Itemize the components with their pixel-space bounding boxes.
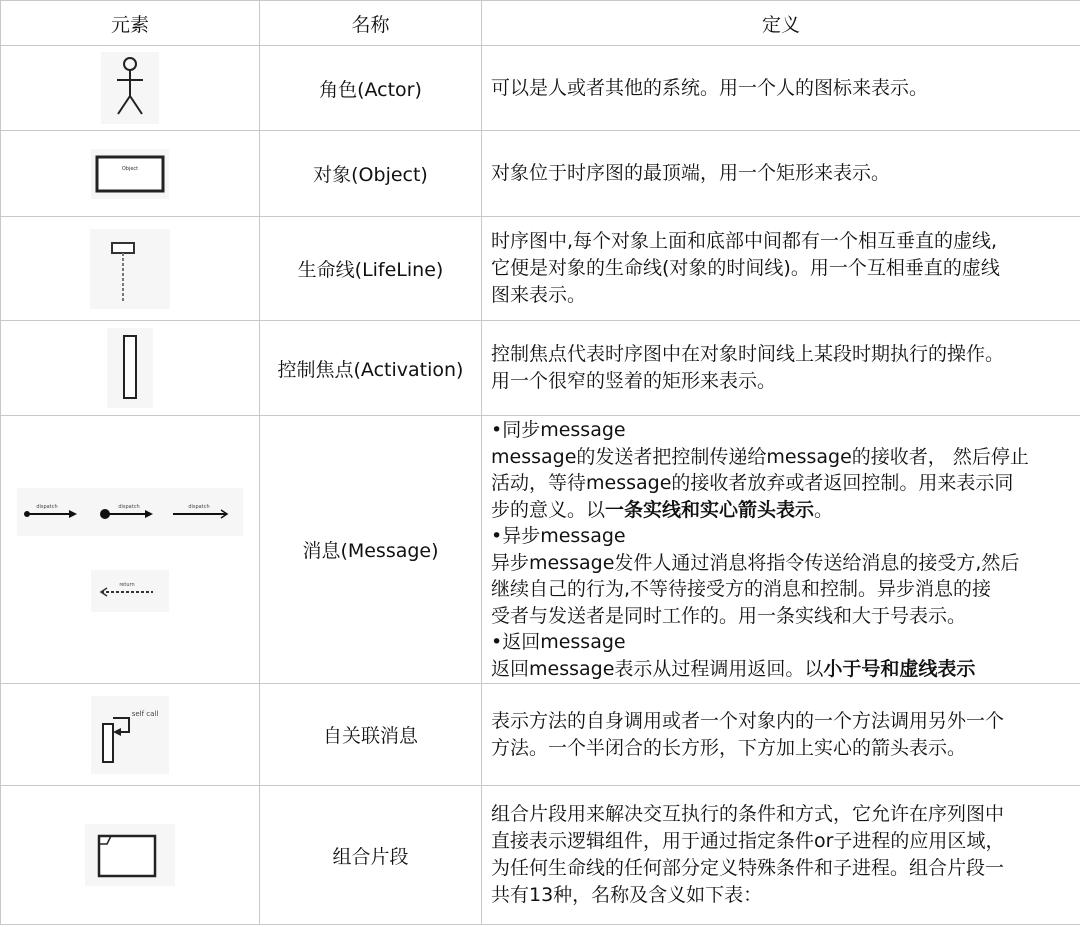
name-object: 对象(Object) bbox=[260, 131, 482, 217]
def-message: •同步message message的发送者把控制传递给message的接收者， 然后停止 活动，等待message的接收者放弃或者返回控制。用来表示同 步的意义。以一条实线和实心箭头表示。 •异步message 异步message发件人通过消息将指令传送给消息的接受方,然后 继续自己的行为,不等待接受方的消息和控制。异步消息的接 受者与发送者是同时工作的。用一条实线和大于号表示。 •返回message 返回message表示从过程调用返回。以小于号和虚线表示 bbox=[482, 416, 1080, 684]
lifeline-icon bbox=[90, 229, 170, 309]
name-self-call: 自关联消息 bbox=[260, 684, 482, 786]
table-row-object bbox=[1, 131, 1080, 217]
svg-text:return: return bbox=[119, 581, 135, 588]
name-actor: 角色(Actor) bbox=[260, 46, 482, 131]
table-row-lifeline bbox=[1, 217, 1080, 321]
def-self-call: 表示方法的自身调用或者一个对象内的一个方法调用另外一个 方法。一个半闭合的长方形，下方加上实心的箭头表示。 bbox=[482, 684, 1080, 786]
return-message-icon bbox=[91, 570, 169, 612]
name-activation: 控制焦点(Activation) bbox=[260, 321, 482, 416]
name-message: 消息(Message) bbox=[260, 416, 482, 684]
svg-text:dispatch: dispatch bbox=[118, 503, 140, 510]
def-combined-fragment: 组合片段用来解决交互执行的条件和方式，它允许在序列图中 直接表示逻辑组件，用于通过指定条件or子进程的应用区域， 为任何生命线的任何部分定义特殊条件和子进程。组合片段一 共有13种，名称及含义如下表： bbox=[482, 786, 1080, 925]
table-row-combined-fragment bbox=[1, 786, 1080, 925]
object-icon bbox=[91, 149, 169, 199]
def-object: 对象位于时序图的最顶端，用一个矩形来表示。 bbox=[482, 131, 1080, 217]
svg-text:Object: Object bbox=[121, 165, 139, 172]
table-row-self-call bbox=[1, 684, 1080, 786]
header-element: 元素 bbox=[1, 1, 260, 46]
svg-text:dispatch: dispatch bbox=[188, 503, 210, 510]
svg-text:self call: self call bbox=[131, 709, 159, 718]
def-lifeline: 时序图中,每个对象上面和底部中间都有一个相互垂直的虚线, 它便是对象的生命线(对象的时间线)。用一个互相垂直的虚线 图来表示。 bbox=[482, 217, 1080, 321]
message-arrows-icon bbox=[17, 488, 243, 536]
activation-icon bbox=[107, 328, 153, 408]
header-definition: 定义 bbox=[482, 1, 1080, 46]
table-row-activation bbox=[1, 321, 1080, 416]
self-call-icon bbox=[91, 696, 169, 774]
table-row-message bbox=[1, 416, 1080, 684]
svg-text:dispatch: dispatch bbox=[36, 503, 58, 510]
combined-fragment-icon bbox=[85, 824, 175, 886]
table-header-row bbox=[1, 1, 1080, 46]
def-activation: 控制焦点代表时序图中在对象时间线上某段时期执行的操作。 用一个很窄的竖着的矩形来表示。 bbox=[482, 321, 1080, 416]
name-combined-fragment: 组合片段 bbox=[260, 786, 482, 925]
header-name: 名称 bbox=[260, 1, 482, 46]
def-actor: 可以是人或者其他的系统。用一个人的图标来表示。 bbox=[482, 46, 1080, 131]
actor-icon bbox=[101, 52, 159, 124]
name-lifeline: 生命线(LifeLine) bbox=[260, 217, 482, 321]
table-row-actor bbox=[1, 46, 1080, 131]
